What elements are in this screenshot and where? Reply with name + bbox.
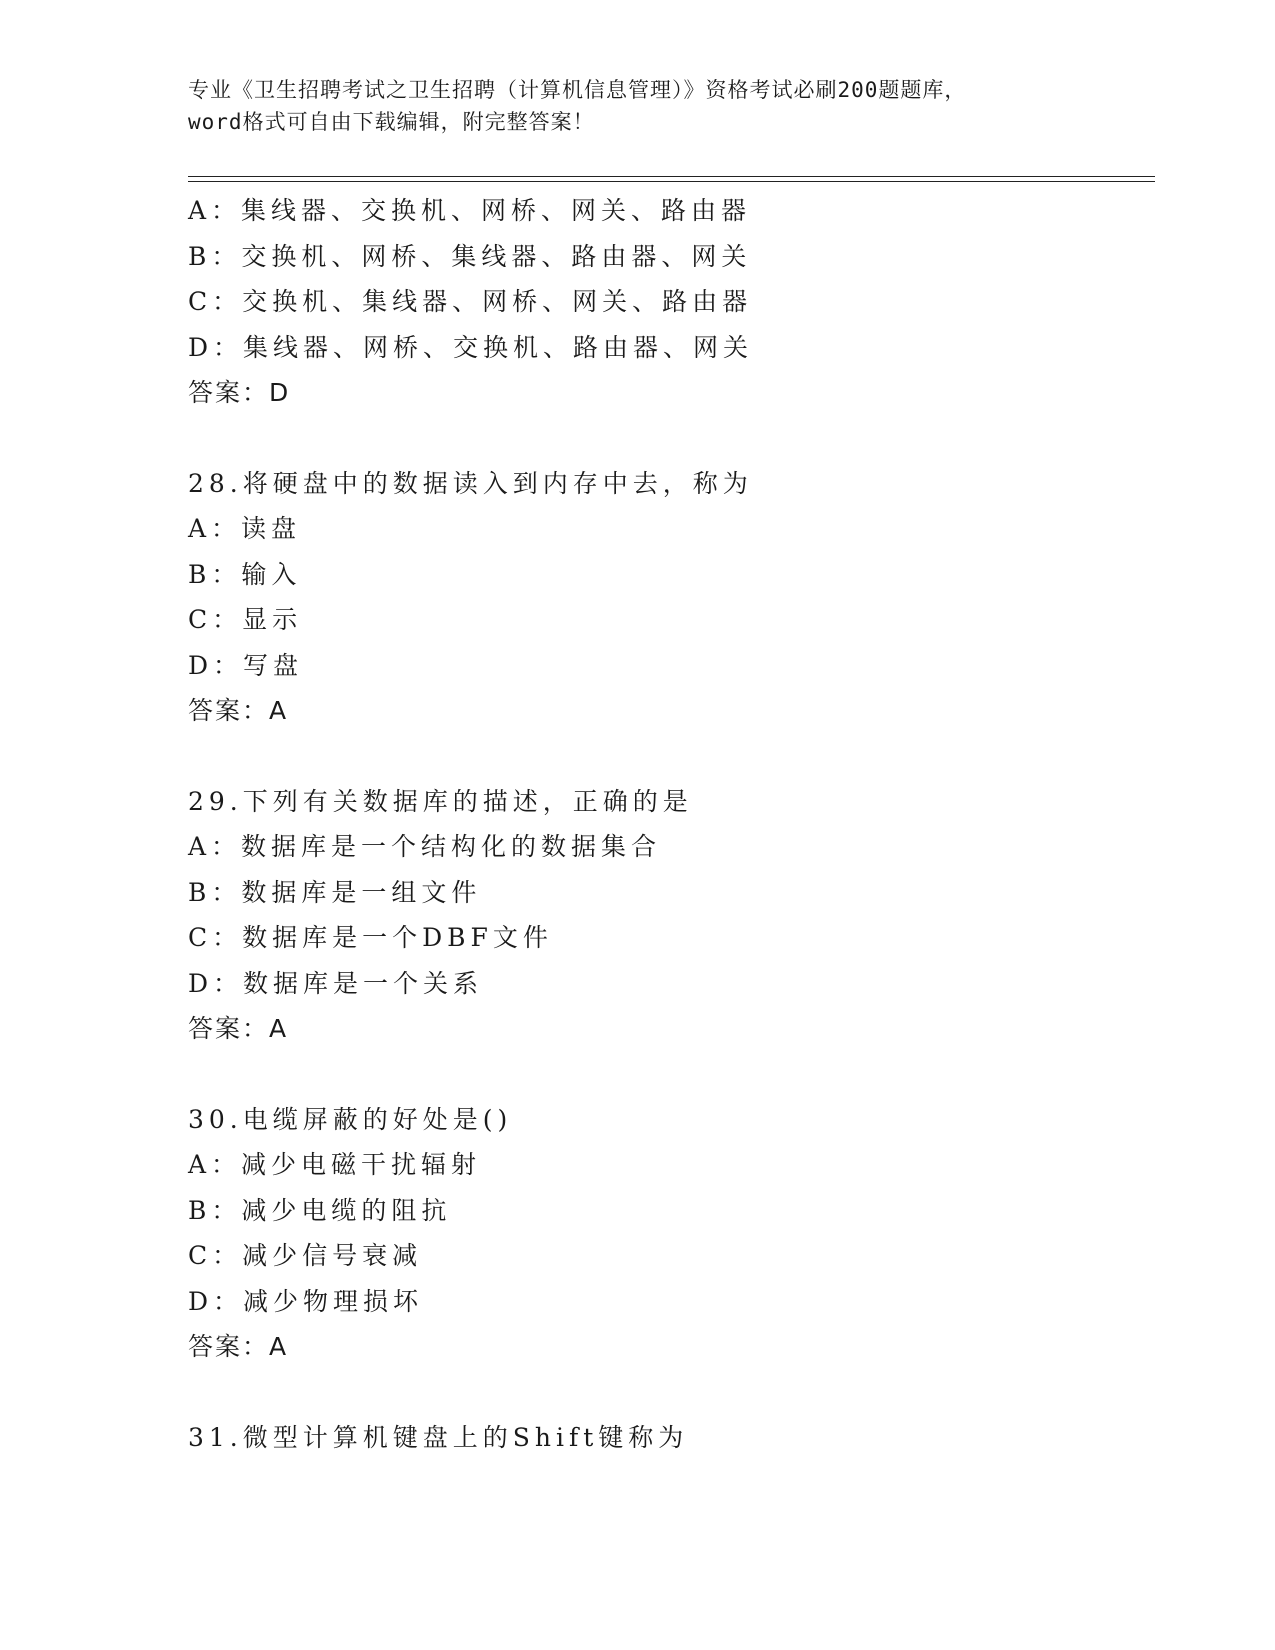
option-a: A：集线器、交换机、网桥、网关、路由器 (188, 196, 752, 225)
question-29-block (188, 779, 1148, 1052)
header-rule-bottom (188, 181, 1155, 182)
option-d: D：数据库是一个关系 (188, 968, 484, 998)
question-31-block (188, 1415, 1148, 1461)
question-list (188, 188, 1148, 1460)
question-text: 29.下列有关数据库的描述，正确的是 (188, 786, 693, 816)
answer: 答案：A (188, 1332, 289, 1361)
option-a: A：数据库是一个结构化的数据集合 (188, 832, 662, 861)
question-text: 28.将硬盘中的数据读入到内存中去，称为 (188, 468, 753, 498)
option-d: D：集线器、网桥、交换机、路由器、网关 (188, 332, 754, 362)
header-line-2: word格式可自由下载编辑，附完整答案！ (188, 110, 595, 134)
answer: 答案：D (188, 378, 291, 407)
answer: 答案：A (188, 1014, 289, 1043)
header-rule-top (188, 176, 1155, 177)
question-text: 30.电缆屏蔽的好处是() (188, 1104, 513, 1134)
document-header (188, 74, 1088, 138)
option-b: B：交换机、网桥、集线器、路由器、网关 (188, 241, 752, 271)
question-27-block (188, 188, 1148, 416)
option-c: C：显示 (188, 605, 303, 634)
option-d: D：写盘 (188, 650, 304, 680)
option-c: C：减少信号衰减 (188, 1241, 423, 1270)
answer: 答案：A (188, 696, 289, 725)
option-a: A：读盘 (188, 514, 302, 543)
header-line-1: 专业《卫生招聘考试之卫生招聘（计算机信息管理）》资格考试必刷200题题库， (188, 78, 967, 102)
option-b: B：输入 (188, 559, 302, 589)
option-c: C：数据库是一个DBF文件 (188, 923, 553, 952)
question-28-block (188, 461, 1148, 734)
option-b: B：数据库是一组文件 (188, 877, 482, 907)
question-text: 31.微型计算机键盘上的Shift键称为 (188, 1422, 689, 1452)
question-30-block (188, 1097, 1148, 1370)
option-d: D：减少物理损坏 (188, 1286, 424, 1316)
option-b: B：减少电缆的阻抗 (188, 1195, 452, 1225)
option-a: A：减少电磁干扰辐射 (188, 1150, 482, 1179)
option-c: C：交换机、集线器、网桥、网关、路由器 (188, 287, 753, 316)
